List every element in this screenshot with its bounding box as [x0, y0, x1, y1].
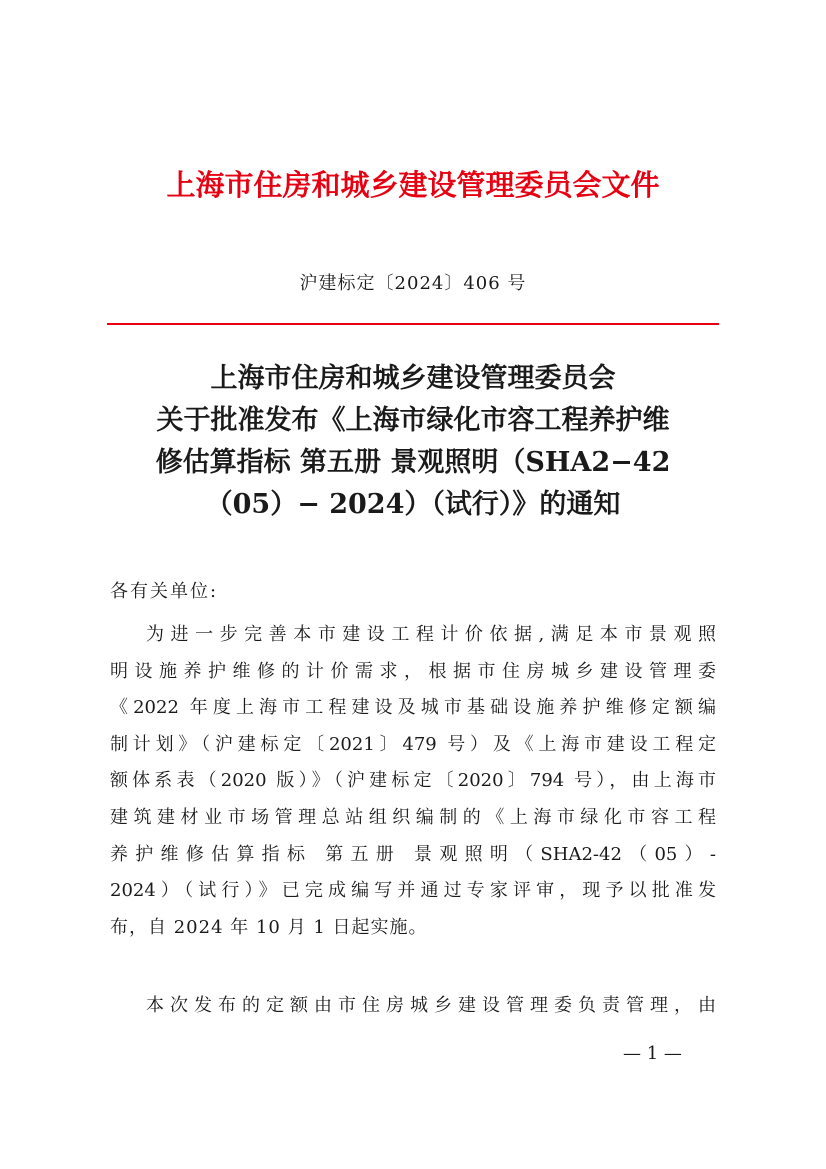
paragraph-line: 《2022 年度上海市工程建设及城市基础设施养护维修定额编	[110, 697, 716, 719]
paragraph-line: 建筑建材业市场管理总站组织编制的《上海市绿化市容工程	[110, 806, 716, 828]
notice-title-line: 上海市住房和城乡建设管理委员会	[210, 363, 616, 394]
paragraph-line: 明设施养护维修的计价需求，根据市住房城乡建设管理委	[110, 660, 716, 682]
paragraph-line: 本次发布的定额由市住房城乡建设管理委负责管理，由	[146, 995, 716, 1016]
salutation: 各有关单位:	[110, 581, 219, 602]
notice-title	[80, 358, 746, 526]
paragraph-line: 额体系表（2020 版）》（沪建标定〔2020〕794 号），由上海市	[110, 770, 716, 792]
document-number: 沪建标定〔2024〕406 号	[299, 273, 527, 294]
paragraph-line: 养护维修估算指标 第五册 景观照明（SHA2-42（05）-	[110, 843, 716, 865]
notice-title-line: 关于批准发布《上海市绿化市容工程养护维	[156, 405, 670, 436]
body-paragraph-2	[110, 988, 716, 1025]
body-paragraph-1	[110, 617, 716, 946]
document-header-title: 上海市住房和城乡建设管理委员会文件	[166, 168, 660, 202]
paragraph-line: 制计划》（沪建标定〔2021〕479 号）及《上海市建设工程定	[110, 733, 716, 755]
paragraph-line: 布，自 2024 年 10 月 1 日起实施。	[110, 916, 428, 938]
page-number: — 1 —	[623, 1043, 682, 1064]
notice-title-line: （05）− 2024）（试行）》的通知	[205, 489, 621, 520]
paragraph-line: 为进一步完善本市建设工程计价依据,满足本市景观照	[146, 624, 716, 645]
notice-title-line: 修估算指标 第五册 景观照明（SHA2−42	[155, 447, 671, 478]
paragraph-line: 2024）（试行）》已完成编写并通过专家评审，现予以批准发	[110, 880, 716, 902]
red-divider-line	[107, 323, 719, 325]
